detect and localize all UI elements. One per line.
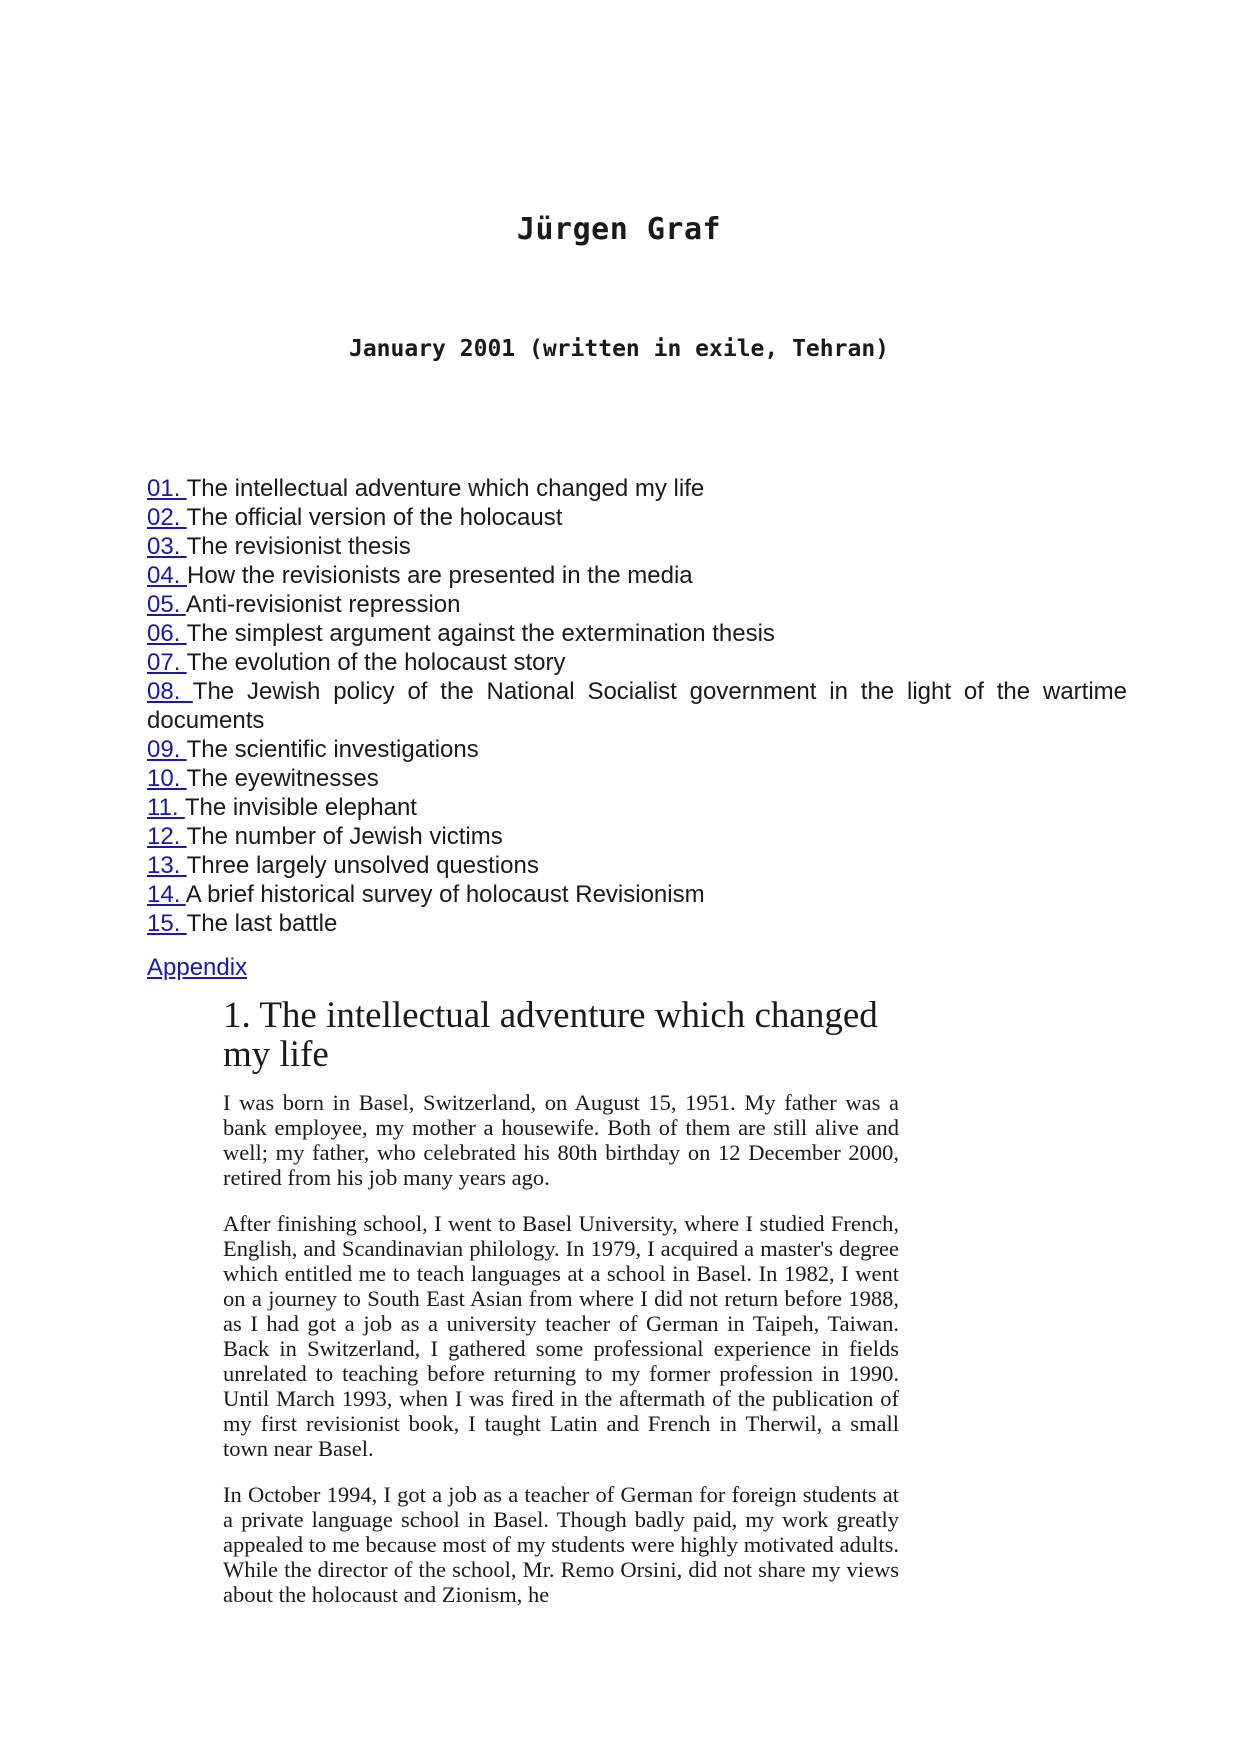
appendix-paragraph [147,953,247,982]
chapter-heading: 1. The intellectual adventure which changed my life [223,995,878,1075]
toc-title: Three largely unsolved questions [186,852,539,879]
toc-link-08[interactable]: 08. [147,678,193,705]
toc-link-01[interactable]: 01. [147,475,187,502]
toc-link-03[interactable]: 03. [147,533,187,560]
toc-link-05[interactable]: 05. [147,591,186,618]
toc-link-13[interactable]: 13. [147,852,187,879]
toc-link-11[interactable]: 11. [147,794,185,821]
toc-item [147,735,1127,764]
chapter-1 [223,996,899,1628]
toc-title: The number of Jewish victims [186,823,503,850]
toc-link-07[interactable]: 07. [147,649,187,676]
toc-item [147,474,1127,503]
toc-title: Anti-revisionist repression [185,591,461,618]
toc-item [147,561,1127,590]
appendix-link[interactable]: Appendix [147,954,248,981]
toc-item [147,619,1127,648]
toc-item [147,764,1127,793]
toc-title: The revisionist thesis [186,533,411,560]
body-paragraph: I was born in Basel, Switzerland, on August 15, 1951. My father was a bank employee, my mother a housewife. Both of them are still alive and well; my father, who celebrated his 80th birthday on 12 December 2000, retired from his job many years ago. [223,1090,899,1190]
toc-link-02[interactable]: 02. [147,504,187,531]
toc-item [147,851,1127,880]
toc-title: The invisible elephant [184,794,417,821]
toc-title: The Jewish policy of the National Socialist government in the light of the wartime documents [147,678,1127,734]
toc-item [147,503,1127,532]
toc-link-09[interactable]: 09. [147,736,187,763]
toc-link-15[interactable]: 15. [147,910,187,937]
toc-link-06[interactable]: 06. [147,620,187,647]
toc-link-10[interactable]: 10. [147,765,187,792]
toc-title: How the revisionists are presented in the media [187,562,693,589]
toc-title: The last battle [186,910,338,937]
toc-title: The scientific investigations [186,736,479,763]
toc-link-12[interactable]: 12. [147,823,187,850]
toc-title: The evolution of the holocaust story [186,649,566,676]
dateline: January 2001 (written in exile, Tehran) [348,336,890,362]
toc-title: A brief historical survey of holocaust Revisionism [185,881,705,908]
table-of-contents [147,474,1127,938]
toc-item [147,648,1127,677]
toc-item [147,590,1127,619]
toc-link-04[interactable]: 04. [147,562,188,589]
toc-item [147,793,1127,822]
toc-item [147,532,1127,561]
body-paragraph: After finishing school, I went to Basel University, where I studied French, English, and Scandinavian philology. In 1979, I acquired a master's degree which entitled me to teach languages at a school in Basel. In 1982, I went on a journey to South East Asian from where I did not return before 1988, as I had got a job as a university teacher of German in Taipeh, Taiwan. Back in Switzerland, I gathered some professional experience in fields unrelated to teaching before returning to my former profession in 1990. Until March 1993, when I was fired in the aftermath of the publication of my first revisionist book, I taught Latin and French in Therwil, a small town near Basel. [223,1211,899,1461]
toc-title: The intellectual adventure which changed my life [186,475,705,502]
toc-link-14[interactable]: 14. [147,881,186,908]
toc-item [147,677,1127,735]
toc-title: The eyewitnesses [186,765,379,792]
author-name: Jürgen Graf [516,212,722,247]
toc-title: The official version of the holocaust [186,504,563,531]
toc-item [147,880,1127,909]
toc-title: The simplest argument against the extermination thesis [186,620,775,647]
toc-item [147,822,1127,851]
toc-item [147,909,1127,938]
body-paragraph: In October 1994, I got a job as a teacher of German for foreign students at a private language school in Basel. Though badly paid, my work greatly appealed to me because most of my students were highly motivated adults. While the director of the school, Mr. Remo Orsini, did not share my views about the holocaust and Zionism, he [223,1482,899,1607]
